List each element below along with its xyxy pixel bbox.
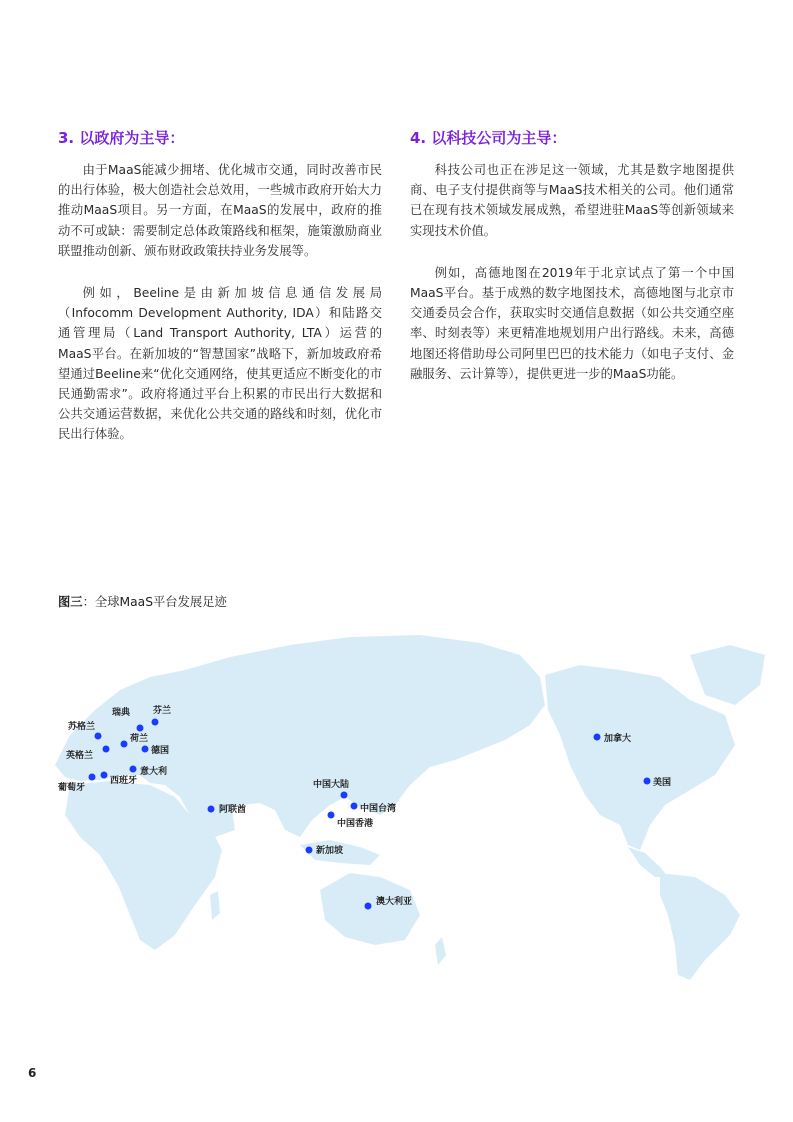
figure-caption xyxy=(58,592,227,610)
paragraph: 例如，高德地图在2019年于北京试点了第一个中国MaaS平台。基于成熟的数字地图技术，高德地图与北京市交通委员会合作，获取实时交通信息数据（如公共交通空座率、时刻表等）来更精准地规划用户出行路线。未来，高德地图还将借助母公司阿里巴巴的技术能力（如电子支付、金融服务、云计算等），提供更进一步的MaaS功能。 xyxy=(410,265,734,381)
pin-label: 瑞典 xyxy=(112,708,131,718)
pin-dot xyxy=(341,792,348,799)
australia-landmass xyxy=(320,873,420,945)
pin-label: 中国台湾 xyxy=(360,804,397,814)
pin-dot xyxy=(137,725,144,732)
pin-label: 苏格兰 xyxy=(68,722,96,732)
section-government-led xyxy=(58,126,382,467)
pin-dot xyxy=(351,803,358,810)
section-heading: 4. 以科技公司为主导： xyxy=(410,129,567,147)
section-tech-company-led xyxy=(410,126,734,406)
figure-label: 图三 xyxy=(58,595,83,609)
figure-title: 全球MaaS平台发展足迹 xyxy=(94,595,227,609)
page-number: 6 xyxy=(28,1066,37,1080)
world-map-svg xyxy=(0,615,793,985)
pin-label: 葡萄牙 xyxy=(58,783,86,793)
pin-dot xyxy=(365,903,372,910)
madagascar-landmass xyxy=(210,891,220,920)
pin-label: 中国大陆 xyxy=(313,780,350,790)
pin-label: 西班牙 xyxy=(110,776,138,786)
pin-label: 荷兰 xyxy=(130,734,149,744)
pin-label: 加拿大 xyxy=(604,734,632,744)
pin-label: 意大利 xyxy=(140,767,168,777)
continents xyxy=(55,635,765,980)
pin-label: 英格兰 xyxy=(66,751,94,761)
pin-dot xyxy=(95,733,102,740)
pin-label: 阿联酋 xyxy=(219,805,247,815)
pin-dot xyxy=(644,778,651,785)
pin-label: 新加坡 xyxy=(316,846,344,856)
pin-dot xyxy=(594,734,601,741)
paragraph: 科技公司也正在涉足这一领域，尤其是数字地图提供商、电子支付提供商等与MaaS技术相关的公司。他们通常已在现有技术领域发展成熟，希望进驻MaaS等创新领域来实现技术价值。 xyxy=(410,163,734,238)
world-map xyxy=(0,615,793,985)
pin-label: 美国 xyxy=(653,778,672,788)
pin-dot xyxy=(89,774,96,781)
pin-dot xyxy=(306,847,313,854)
figure-label-separator: ： xyxy=(82,595,95,609)
new-zealand-landmass xyxy=(435,937,446,965)
pin-label: 德国 xyxy=(151,746,170,756)
pin-label: 芬兰 xyxy=(153,706,172,716)
south-america-landmass xyxy=(660,873,740,980)
pin-dot xyxy=(121,741,128,748)
pin-dot xyxy=(101,772,108,779)
pin-china-hongkong xyxy=(328,812,374,830)
pin-label: 澳大利亚 xyxy=(376,897,413,907)
section-heading: 3. 以政府为主导： xyxy=(58,129,185,147)
pin-dot xyxy=(103,746,110,753)
pin-label: 中国香港 xyxy=(337,819,374,829)
paragraph: 例如，Beeline是由新加坡信息通信发展局（Infocomm Development Authority, IDA）和陆路交通管理局（Land Transport Authority, LTA）运营的MaaS平台。在新加坡的“智慧国家”战略下，新加坡政府希望通过Beeline来“优化交通网络，使其更适应不断变化的市民通勤需求”。政府将通过平台上积累的市民出行大数据和公共交通运营数据，来优化公共交通的路线和时刻，优化市民出行体验。 xyxy=(58,286,382,442)
greenland-landmass xyxy=(690,645,765,705)
pin-dot xyxy=(130,766,137,773)
central-america-landmass xyxy=(628,847,668,877)
pin-dot xyxy=(208,806,215,813)
pin-dot xyxy=(142,746,149,753)
paragraph: 由于MaaS能减少拥堵、优化城市交通，同时改善市民的出行体验，极大创造社会总效用，一些城市政府开始大力推动MaaS项目。另一方面，在MaaS的发展中，政府的推动不可或缺：需要制定总体政策路线和框架，施策激励商业联盟推动创新、颁布财政政策扶持业务发展等。 xyxy=(58,163,382,258)
pin-dot xyxy=(152,719,159,726)
pin-dot xyxy=(328,812,335,819)
